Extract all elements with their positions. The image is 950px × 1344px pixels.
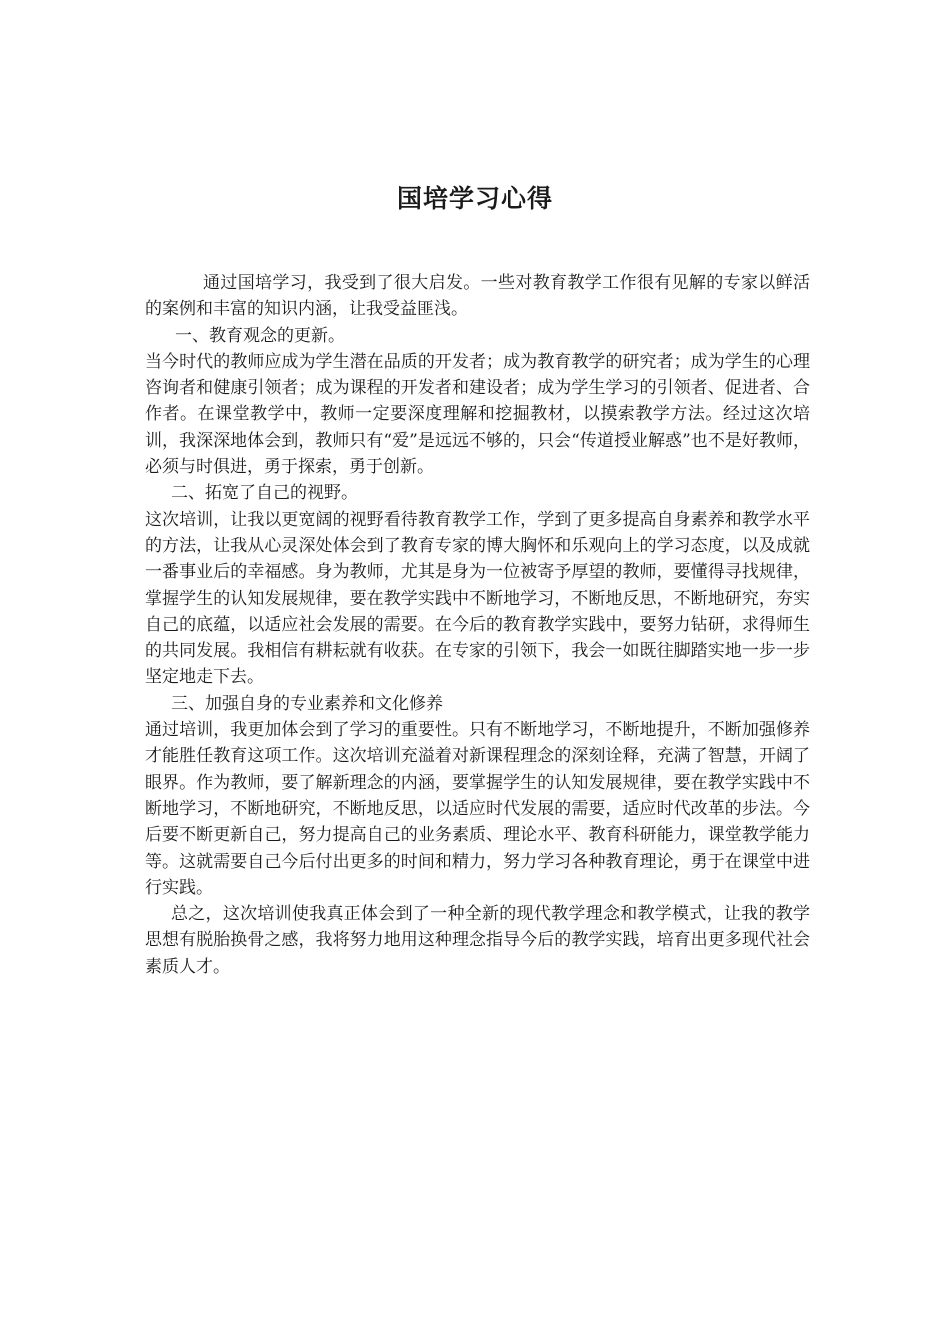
- intro-paragraph: 通过国培学习，我受到了很大启发。一些对教育教学工作很有见解的专家以鲜活的案例和丰富的知识内涵，让我受益匪浅。: [145, 273, 810, 320]
- section-2-heading: 二、拓宽了自己的视野。: [171, 483, 358, 504]
- document-body: [145, 270, 810, 980]
- section-3-paragraph: 通过培训，我更加体会到了学习的重要性。只有不断地学习，不断地提升，不断加强修养才能胜任教育这项工作。这次培训充溢着对新课程理念的深刻诠释，充满了智慧，开阔了眼界。作为教师，要了解新理念的内涵，要掌握学生的认知发展规律，要在教学实践中不断地学习，不断地研究，不断地反思，以适应时代发展的需要，适应时代改革的步法。今后要不断更新自己，努力提高自己的业务素质、理论水平、教育科研能力，课堂教学能力等。这就需要自己今后付出更多的时间和精力，努力学习各种教育理论，勇于在课堂中进行实践。: [145, 720, 810, 898]
- document-title: 国培学习心得: [396, 184, 553, 213]
- section-2-paragraph: 这次培训，让我以更宽阔的视野看待教育教学工作，学到了更多提高自身素养和教学水平的方法，让我从心灵深处体会到了教育专家的博大胸怀和乐观向上的学习态度，以及成就一番事业后的幸福感。身为教师，尤其是身为一位被寄予厚望的教师，要懂得寻找规律，掌握学生的认知发展规律，要在教学实践中不断地学习，不断地反思，不断地研究，夯实自己的底蕴，以适应社会发展的需要。在今后的教育教学实践中，要努力钻研，求得师生的共同发展。我相信有耕耘就有收获。在专家的引领下，我会一如既往脚踏实地一步一步坚定地走下去。: [145, 509, 810, 688]
- conclusion-paragraph: 总之，这次培训使我真正体会到了一种全新的现代教学理念和教学模式，让我的教学思想有脱胎换骨之感，我将努力地用这种理念指导今后的教学实践，培育出更多现代社会素质人才。: [145, 904, 810, 977]
- section-1-paragraph: 当今时代的教师应成为学生潜在品质的开发者；成为教育教学的研究者；成为学生的心理咨询者和健康引领者；成为课程的开发者和建设者；成为学生学习的引领者、促进者、合作者。在课堂教学中，教师一定要深度理解和挖掘教材，以摸索教学方法。经过这次培训，我深深地体会到，教师只有“爱”是远远不够的，只会“传道授业解惑”也不是好教师，必须与时俱进，勇于探索，勇于创新。: [145, 351, 810, 478]
- section-1-heading: 一、教育观念的更新。: [175, 325, 345, 346]
- section-3-heading: 三、加强自身的专业素养和文化修养: [171, 693, 443, 714]
